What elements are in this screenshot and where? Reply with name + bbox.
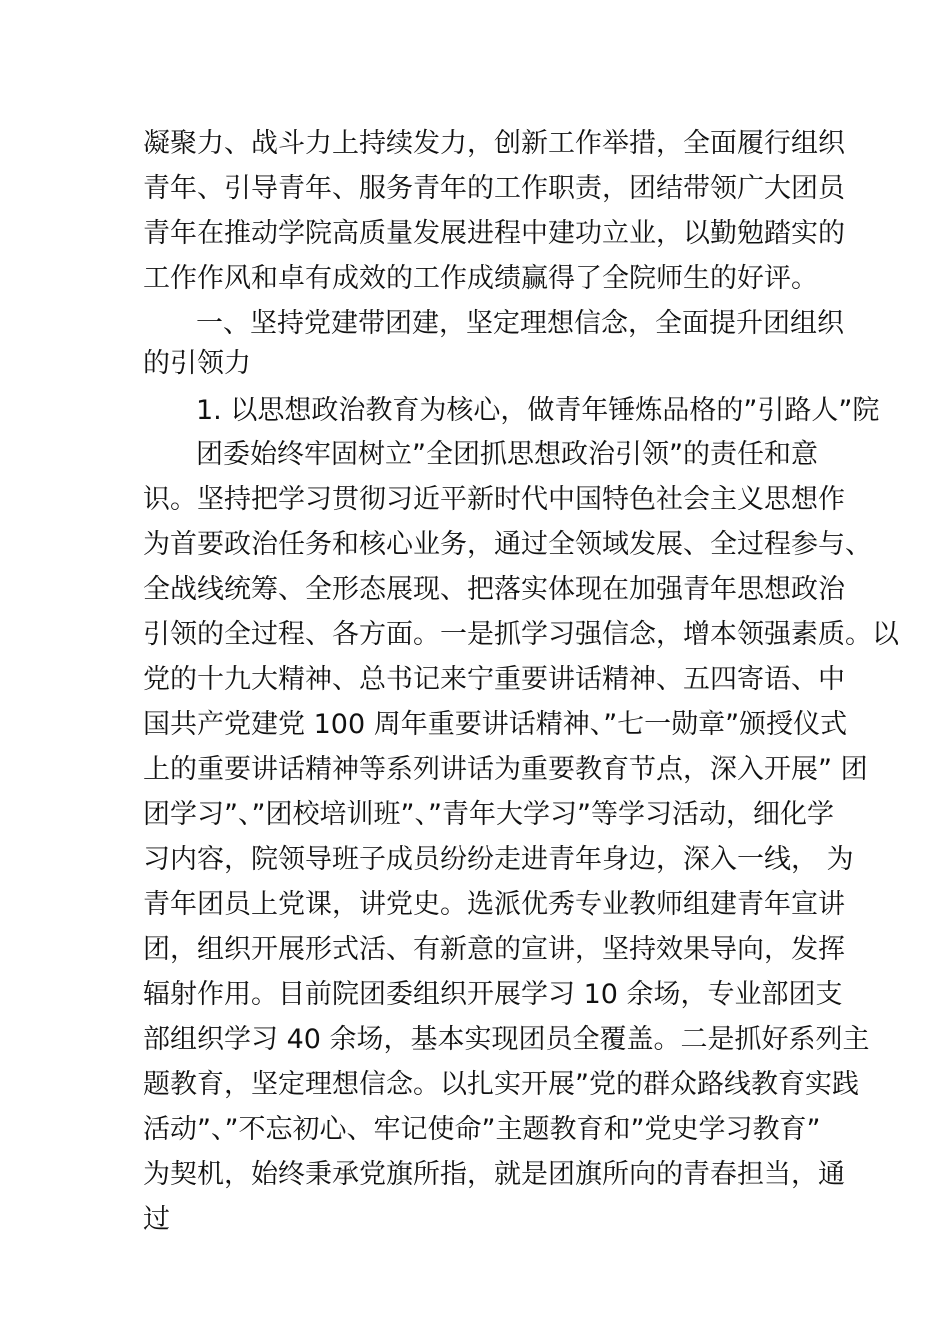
section-heading: 的引领力 (143, 348, 251, 379)
body-line: 部组织学习 40 余场，基本实现团员全覆盖。二是抓好系列主 (143, 1024, 870, 1055)
body-line: 识。坚持把学习贯彻习近平新时代中国特色社会主义思想作 (143, 484, 845, 515)
body-line: 团学习”、”团校培训班”、”青年大学习”等学习活动，细化学 (143, 799, 834, 830)
body-line: 为首要政治任务和核心业务，通过全领域发展、全过程参与、 (143, 529, 872, 560)
intro-line: 青年在推动学院高质量发展进程中建功立业，以勤勉踏实的 (143, 218, 845, 249)
section-heading: 一、坚持党建带团建，坚定理想信念，全面提升团组织 (196, 308, 844, 339)
body-line: 活动”、”不忘初心、牢记使命”主题教育和”党史学习教育” (143, 1114, 821, 1145)
body-line: 团，组织开展形式活、有新意的宣讲，坚持效果导向，发挥 (143, 934, 845, 965)
intro-line: 工作作风和卓有成效的工作成绩赢得了全院师生的好评。 (143, 263, 818, 294)
body-line: 辐射作用。目前院团委组织开展学习 10 余场，专业部团支 (143, 979, 843, 1010)
body-line: 题教育，坚定理想信念。以扎实开展”党的群众路线教育实践 (143, 1069, 859, 1100)
body-line: 党的十九大精神、总书记来宁重要讲话精神、五四寄语、中 (143, 664, 845, 695)
body-line: 上的重要讲话精神等系列讲话为重要教育节点，深入开展” 团 (143, 754, 868, 785)
subheading: 1. 以思想政治教育为核心，做青年锤炼品格的”引路人”院 (196, 395, 880, 426)
body-line: 为契机，始终秉承党旗所指，就是团旗所向的青春担当，通 (143, 1159, 845, 1190)
body-line: 团委始终牢固树立”全团抓思想政治引领”的责任和意 (196, 439, 818, 470)
body-line: 过 (143, 1204, 170, 1235)
body-line: 引领的全过程、各方面。一是抓学习强信念，增本领强素质。以 (143, 619, 899, 650)
body-line: 青年团员上党课，讲党史。选派优秀专业教师组建青年宣讲 (143, 889, 845, 920)
body-line: 习内容，院领导班子成员纷纷走进青年身边，深入一线， 为 (143, 844, 854, 875)
body-line: 全战线统筹、全形态展现、把落实体现在加强青年思想政治 (143, 574, 845, 605)
intro-line: 凝聚力、战斗力上持续发力，创新工作举措，全面履行组织 (143, 128, 845, 159)
body-line: 国共产党建党 100 周年重要讲话精神、”七一勋章”颁授仪式 (143, 709, 848, 740)
intro-line: 青年、引导青年、服务青年的工作职责，团结带领广大团员 (143, 173, 845, 204)
